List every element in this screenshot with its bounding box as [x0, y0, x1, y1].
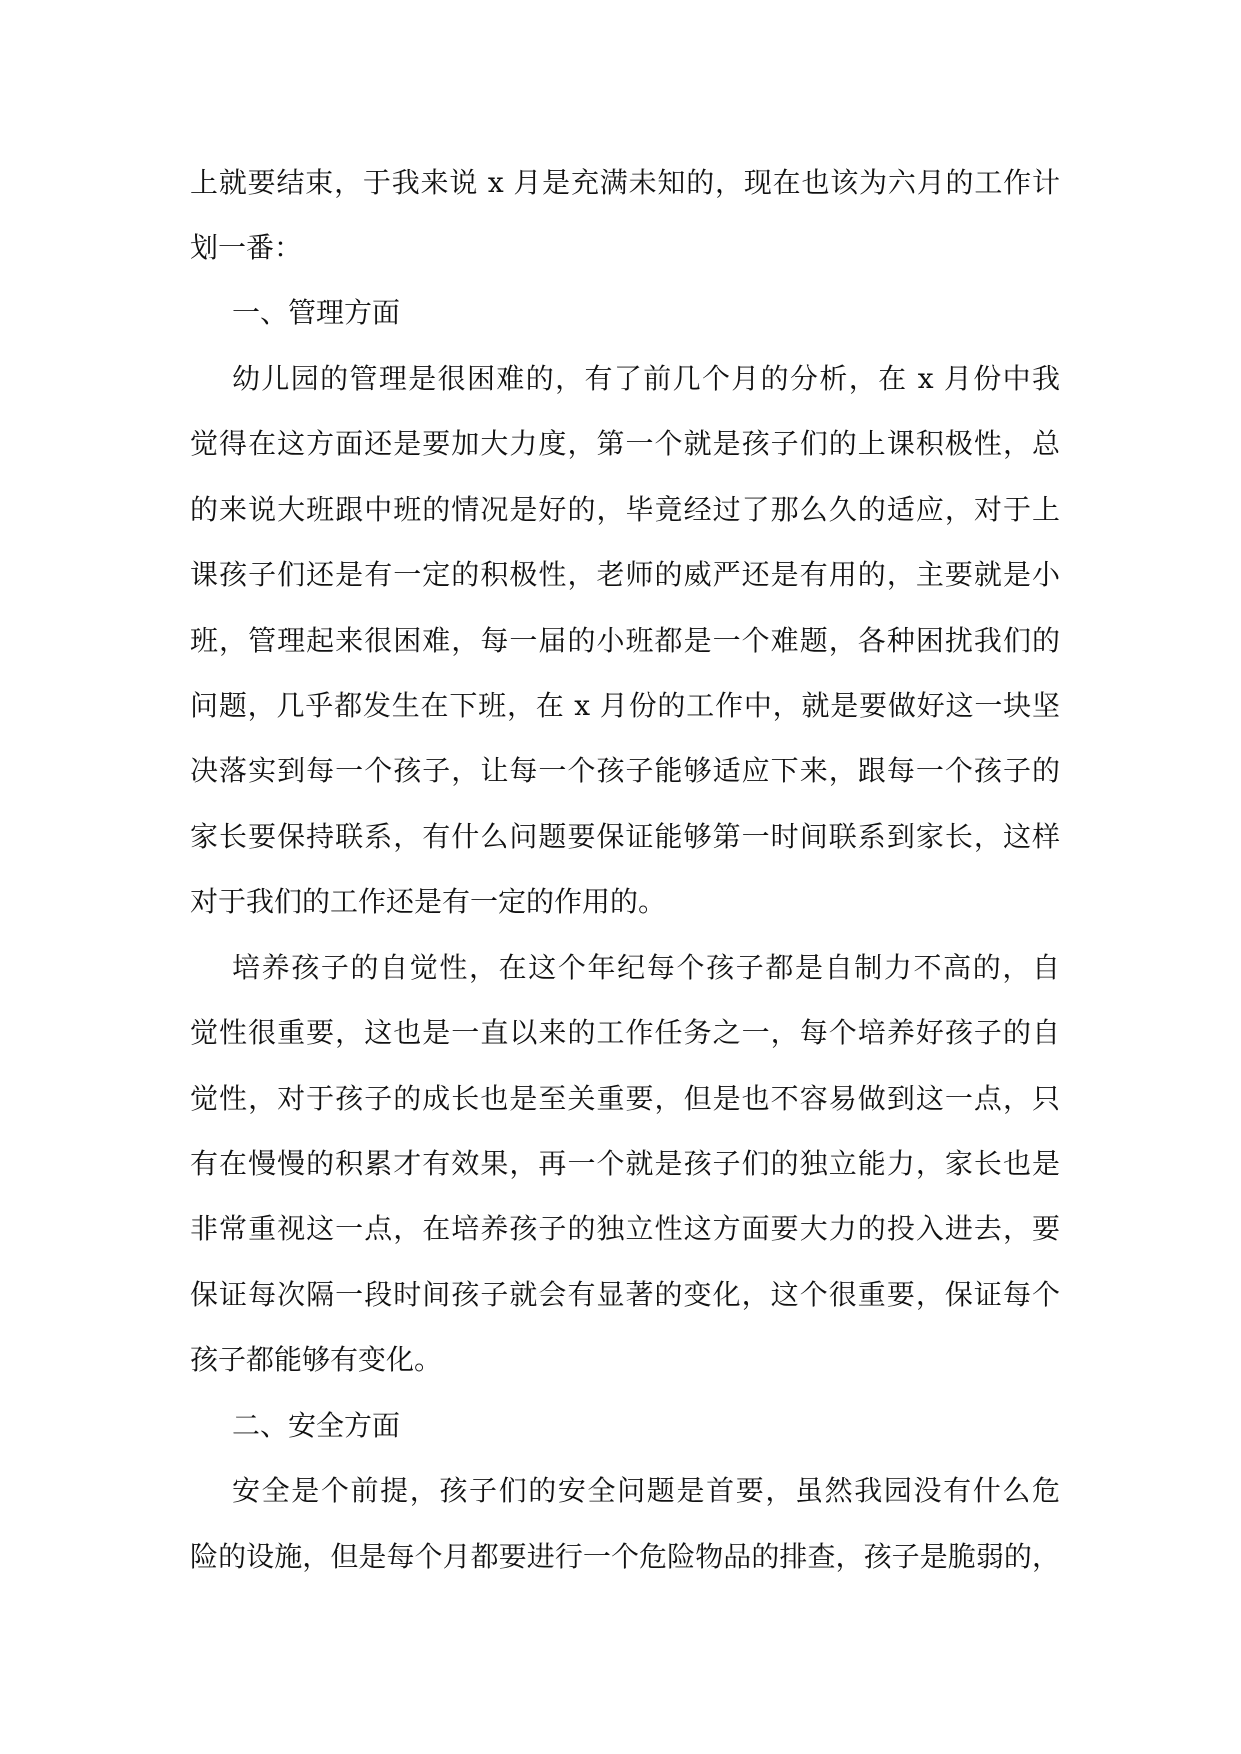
text-line: 的来说大班跟中班的情况是好的，毕竟经过了那么久的适应，对于上 — [190, 493, 1060, 526]
text-line: 班，管理起来很困难，每一届的小班都是一个难题，各种困扰我们的 — [190, 624, 1060, 657]
text-line: 觉性，对于孩子的成长也是至关重要，但是也不容易做到这一点，只 — [190, 1082, 1060, 1115]
text-line: 幼儿园的管理是很困难的，有了前几个月的分析，在 x 月份中我 — [232, 362, 1060, 395]
text-line: 险的设施，但是每个月都要进行一个危险物品的排查，孩子是脆弱的， — [190, 1540, 1060, 1573]
text-line: 安全是个前提，孩子们的安全问题是首要，虽然我园没有什么危 — [232, 1474, 1060, 1507]
text-line: 保证每次隔一段时间孩子就会有显著的变化，这个很重要，保证每个 — [190, 1278, 1060, 1311]
text-line: 对于我们的工作还是有一定的作用的。 — [190, 885, 667, 918]
text-line: 划一番： — [190, 231, 303, 264]
text-line: 觉性很重要，这也是一直以来的工作任务之一，每个培养好孩子的自 — [190, 1016, 1060, 1049]
section-heading: 一、管理方面 — [232, 296, 401, 329]
text-line: 觉得在这方面还是要加大力度，第一个就是孩子们的上课积极性，总 — [190, 427, 1060, 460]
text-line: 培养孩子的自觉性，在这个年纪每个孩子都是自制力不高的，自 — [232, 951, 1060, 984]
text-line: 课孩子们还是有一定的积极性，老师的威严还是有用的，主要就是小 — [190, 558, 1060, 591]
text-line: 问题，几乎都发生在下班，在 x 月份的工作中，就是要做好这一块坚 — [190, 689, 1060, 722]
text-line: 非常重视这一点，在培养孩子的独立性这方面要大力的投入进去，要 — [190, 1212, 1060, 1245]
text-line: 有在慢慢的积累才有效果，再一个就是孩子们的独立能力，家长也是 — [190, 1147, 1060, 1180]
text-line: 孩子都能够有变化。 — [190, 1343, 443, 1376]
text-line: 家长要保持联系，有什么问题要保证能够第一时间联系到家长，这样 — [190, 820, 1060, 853]
section-heading: 二、安全方面 — [232, 1409, 401, 1442]
text-line: 上就要结束，于我来说 x 月是充满未知的，现在也该为六月的工作计 — [190, 166, 1060, 199]
text-line: 决落实到每一个孩子，让每一个孩子能够适应下来，跟每一个孩子的 — [190, 754, 1060, 787]
